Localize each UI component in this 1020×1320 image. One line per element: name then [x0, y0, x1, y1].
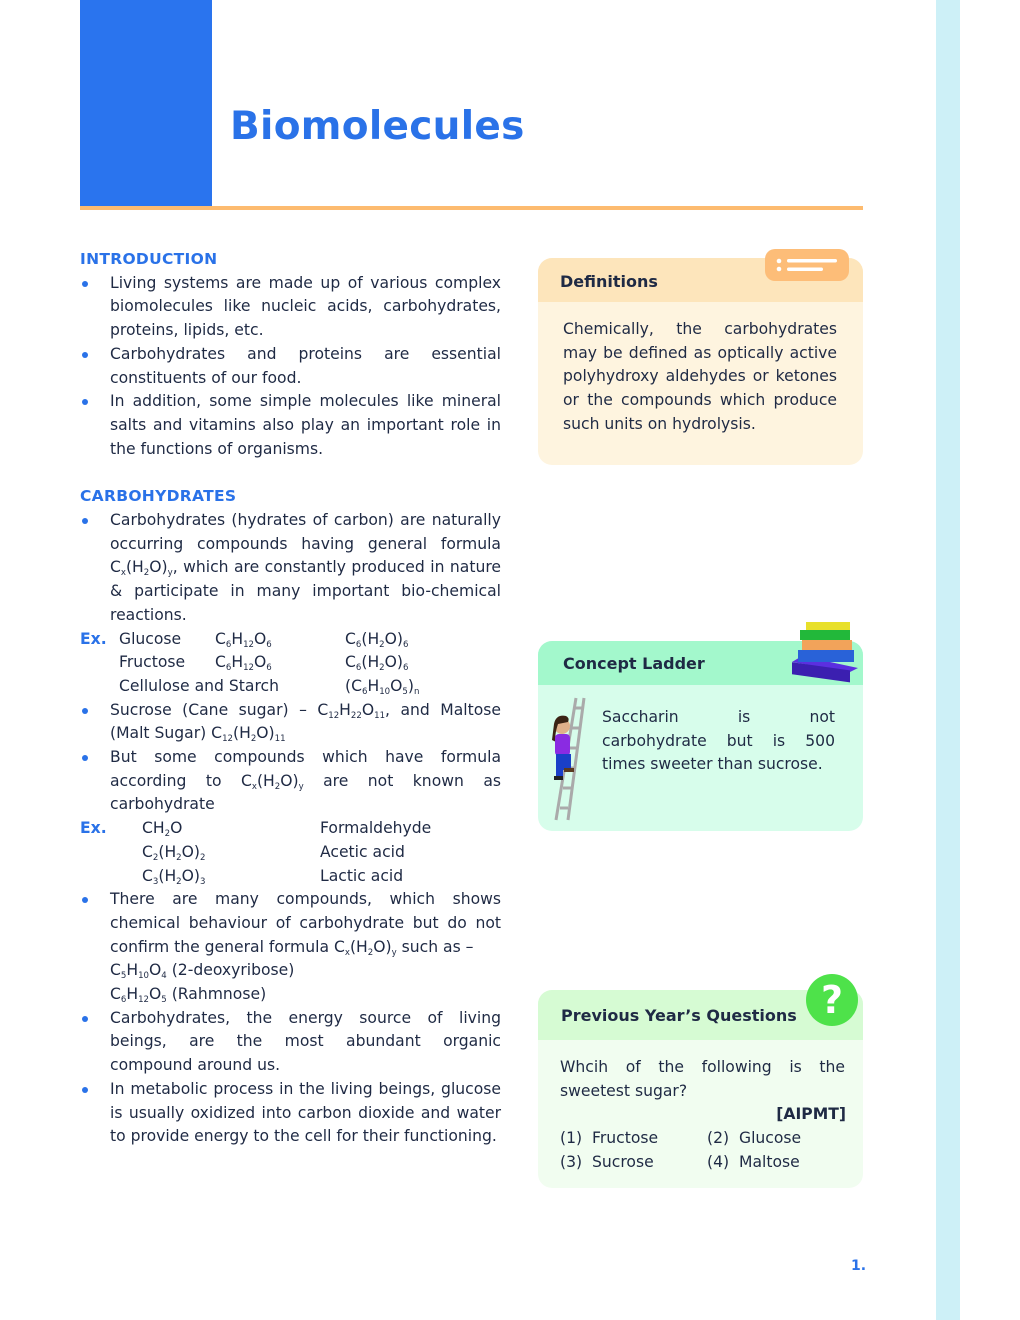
page-number: 1.: [851, 1258, 867, 1274]
example-row: [80, 675, 501, 699]
compound-formula: $C_6H_{12}O_6$: [215, 653, 272, 674]
example-row: [80, 865, 501, 889]
compound-general-formula: $C_6(H_2O)_6$: [345, 653, 409, 674]
pyq-question: Whcih of the following is the sweetest sugar?: [560, 1058, 845, 1100]
definitions-box: [538, 258, 863, 465]
compound-general-formula: $C_6(H_2O)_6$: [345, 629, 409, 650]
question-mark-icon: [805, 973, 859, 1027]
intro-bullet: In addition, some simple molecules like mineral salts and vitamins also play an important role in the functions of organisms.: [80, 390, 501, 461]
pyq-option[interactable]: (3) Sucrose: [560, 1153, 654, 1172]
compound-name: Fructose: [119, 653, 186, 672]
introduction-heading: INTRODUCTION: [80, 250, 218, 268]
notes-badge-icon: [765, 249, 849, 281]
pyq-option[interactable]: (1) Fructose: [560, 1129, 659, 1148]
header-divider: [80, 206, 863, 210]
definitions-text: Chemically, the carbohydrates may be defined as optically active polyhydroxy aldehydes or ketones or the compounds which produce such units on hydrolysis.: [563, 320, 837, 433]
intro-bullet: Living systems are made up of various complex biomolecules like nucleic acids, carbohydrates, proteins, lipids, etc.: [80, 272, 501, 343]
example-label: Ex.: [80, 629, 107, 648]
pyq-option[interactable]: (4) Maltose: [707, 1153, 800, 1172]
example-row: [80, 651, 501, 675]
page-edge-strip: [936, 0, 960, 1320]
concept-ladder-title: Concept Ladder: [538, 641, 863, 685]
pyq-source: [AIPMT]: [776, 1105, 846, 1124]
concept-ladder-text: Saccharin is not carbohydrate but is 500 times sweeter than sucrose.: [602, 708, 835, 774]
example-row: [80, 817, 501, 841]
pyq-option[interactable]: (2) Glucose: [707, 1129, 802, 1148]
intro-bullet: Carbohydrates and proteins are essential constituents of our food.: [80, 343, 501, 390]
example-table-2: [80, 817, 501, 888]
compound-name: Lactic acid: [320, 866, 404, 885]
chapter-title: Biomolecules: [230, 104, 525, 149]
carbohydrates-heading: CARBOHYDRATES: [80, 487, 237, 506]
compound-formula: $C_3(H_2O)_3$: [142, 866, 206, 887]
books-stack-icon: [790, 620, 862, 686]
pyq-options: [538, 1127, 863, 1175]
main-column: [80, 248, 501, 1149]
example-table-1: [80, 628, 501, 699]
carb-bullet: Carbohydrates, the energy source of living beings, are the most abundant organic compound around us.: [80, 1007, 501, 1078]
carb-bullet: Carbohydrates (hydrates of carbon) are naturally occurring compounds having general formula $C_x(H_2O)_y$, which are constantly produced in nature & participate in many important bio-chemical reactions.: [80, 509, 501, 628]
definitions-title: Definitions: [538, 258, 863, 302]
girl-climbing-ladder-icon: [546, 696, 592, 822]
pyq-title: Previous Year’s Questions: [538, 990, 863, 1040]
carb-bullet: But some compounds which have formula according to $C_x(H_2O)_y$ are not known as carbohydrate: [80, 746, 501, 817]
carb-bullet: Sucrose (Cane sugar) – $C_{12}H_{22}O_{11}$, and Maltose (Malt Sugar) $C_{12}(H_2O)_{11}$: [80, 699, 501, 746]
compound-example: $C_5H_{10}O_4$ (2-deoxyribose): [110, 961, 295, 982]
example-row: [80, 628, 501, 652]
compound-example: $C_6H_{12}O_5$ (Rahmnose): [110, 985, 267, 1005]
compound-general-formula: $(C_6H_{10}O_5)_n$: [345, 676, 420, 697]
carb-bullet: In metabolic process in the living beings, glucose is usually oxidized into carbon dioxide and water to provide energy to the cell for their functioning.: [80, 1078, 501, 1149]
compound-formula: $C_6H_{12}O_6$: [215, 629, 272, 650]
compound-name: Glucose: [119, 629, 182, 648]
chapter-header-block: [80, 0, 212, 206]
compound-name: Cellulose and Starch: [119, 676, 279, 695]
example-row: [80, 841, 501, 865]
compound-name: Formaldehyde: [320, 819, 432, 838]
compound-name: Acetic acid: [320, 842, 405, 861]
compound-formula: $C_2(H_2O)_2$: [142, 842, 206, 863]
example-label: Ex.: [80, 819, 107, 838]
carb-bullet: There are many compounds, which shows chemical behaviour of carbohydrate but do not confirm the general formula $C_x(H_2O)_y$ such as –: [80, 888, 501, 959]
compound-formula: $CH_2O$: [142, 819, 183, 840]
svg-text:?: ?: [820, 978, 844, 1022]
